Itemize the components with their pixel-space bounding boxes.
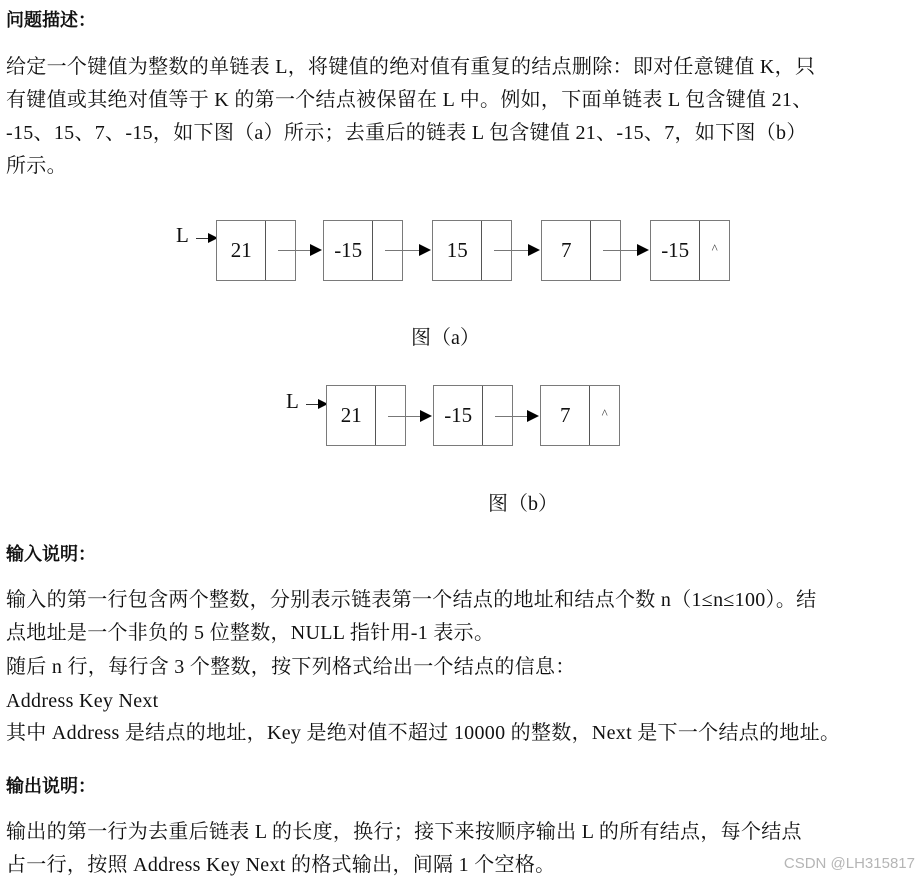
output-heading: 输出说明： (6, 776, 96, 797)
list-node (650, 220, 730, 281)
node-key: 21 (217, 221, 266, 280)
node-key: 21 (327, 386, 376, 445)
problem-line: -15、15、7、-15，如下图（a）所示；去重后的链表 L 包含键值 21、-15、7，如下图（b） (6, 122, 807, 144)
problem-line: 给定一个键值为整数的单链表 L，将键值的绝对值有重复的结点删除：即对任意键值 K，只 (6, 56, 816, 78)
input-heading: 输入说明： (6, 544, 96, 565)
null-pointer-icon: ^ (711, 241, 718, 256)
node-key: -15 (434, 386, 483, 445)
problem-heading: 问题描述： (6, 10, 96, 31)
output-line: 输出的第一行为去重后链表 L 的长度，换行；接下来按顺序输出 L 的所有结点，每个结点 (6, 821, 802, 843)
next-arrow-icon (385, 250, 429, 251)
input-format-line: Address Key Next (6, 690, 159, 712)
head-pointer-label: L (286, 389, 299, 413)
node-key: -15 (324, 221, 373, 280)
input-line: 输入的第一行包含两个整数，分别表示链表第一个结点的地址和结点个数 n（1≤n≤100）。结 (6, 589, 817, 611)
next-arrow-icon (603, 250, 647, 251)
input-line: 点地址是一个非负的 5 位整数，NULL 指针用-1 表示。 (6, 622, 495, 644)
list-node (540, 385, 620, 446)
next-arrow-icon (495, 416, 537, 417)
input-line: 其中 Address 是结点的地址，Key 是绝对值不超过 10000 的整数，Next 是下一个结点的地址。 (6, 722, 841, 744)
node-key: 15 (433, 221, 482, 280)
output-line: 占一行，按照 Address Key Next 的格式输出，间隔 1 个空格。 (6, 854, 556, 876)
node-key: -15 (651, 221, 700, 280)
figure-b-caption: 图（b） (488, 493, 558, 515)
node-key: 7 (541, 386, 590, 445)
head-pointer-label: L (176, 223, 189, 247)
next-arrow-icon (388, 416, 430, 417)
next-arrow-icon (494, 250, 538, 251)
head-arrow-icon (196, 238, 210, 239)
next-arrow-icon (278, 250, 320, 251)
problem-line: 有键值或其绝对值等于 K 的第一个结点被保留在 L 中。例如，下面单链表 L 包含键值 21、 (6, 89, 813, 111)
node-key: 7 (542, 221, 591, 280)
problem-line: 所示。 (6, 155, 67, 177)
null-pointer-icon: ^ (601, 406, 608, 421)
figure-a-caption: 图（a） (411, 327, 480, 349)
watermark: CSDN @LH315817 (783, 855, 915, 872)
head-arrow-icon (306, 404, 320, 405)
input-line: 随后 n 行，每行含 3 个整数，按下列格式给出一个结点的信息： (6, 656, 576, 678)
